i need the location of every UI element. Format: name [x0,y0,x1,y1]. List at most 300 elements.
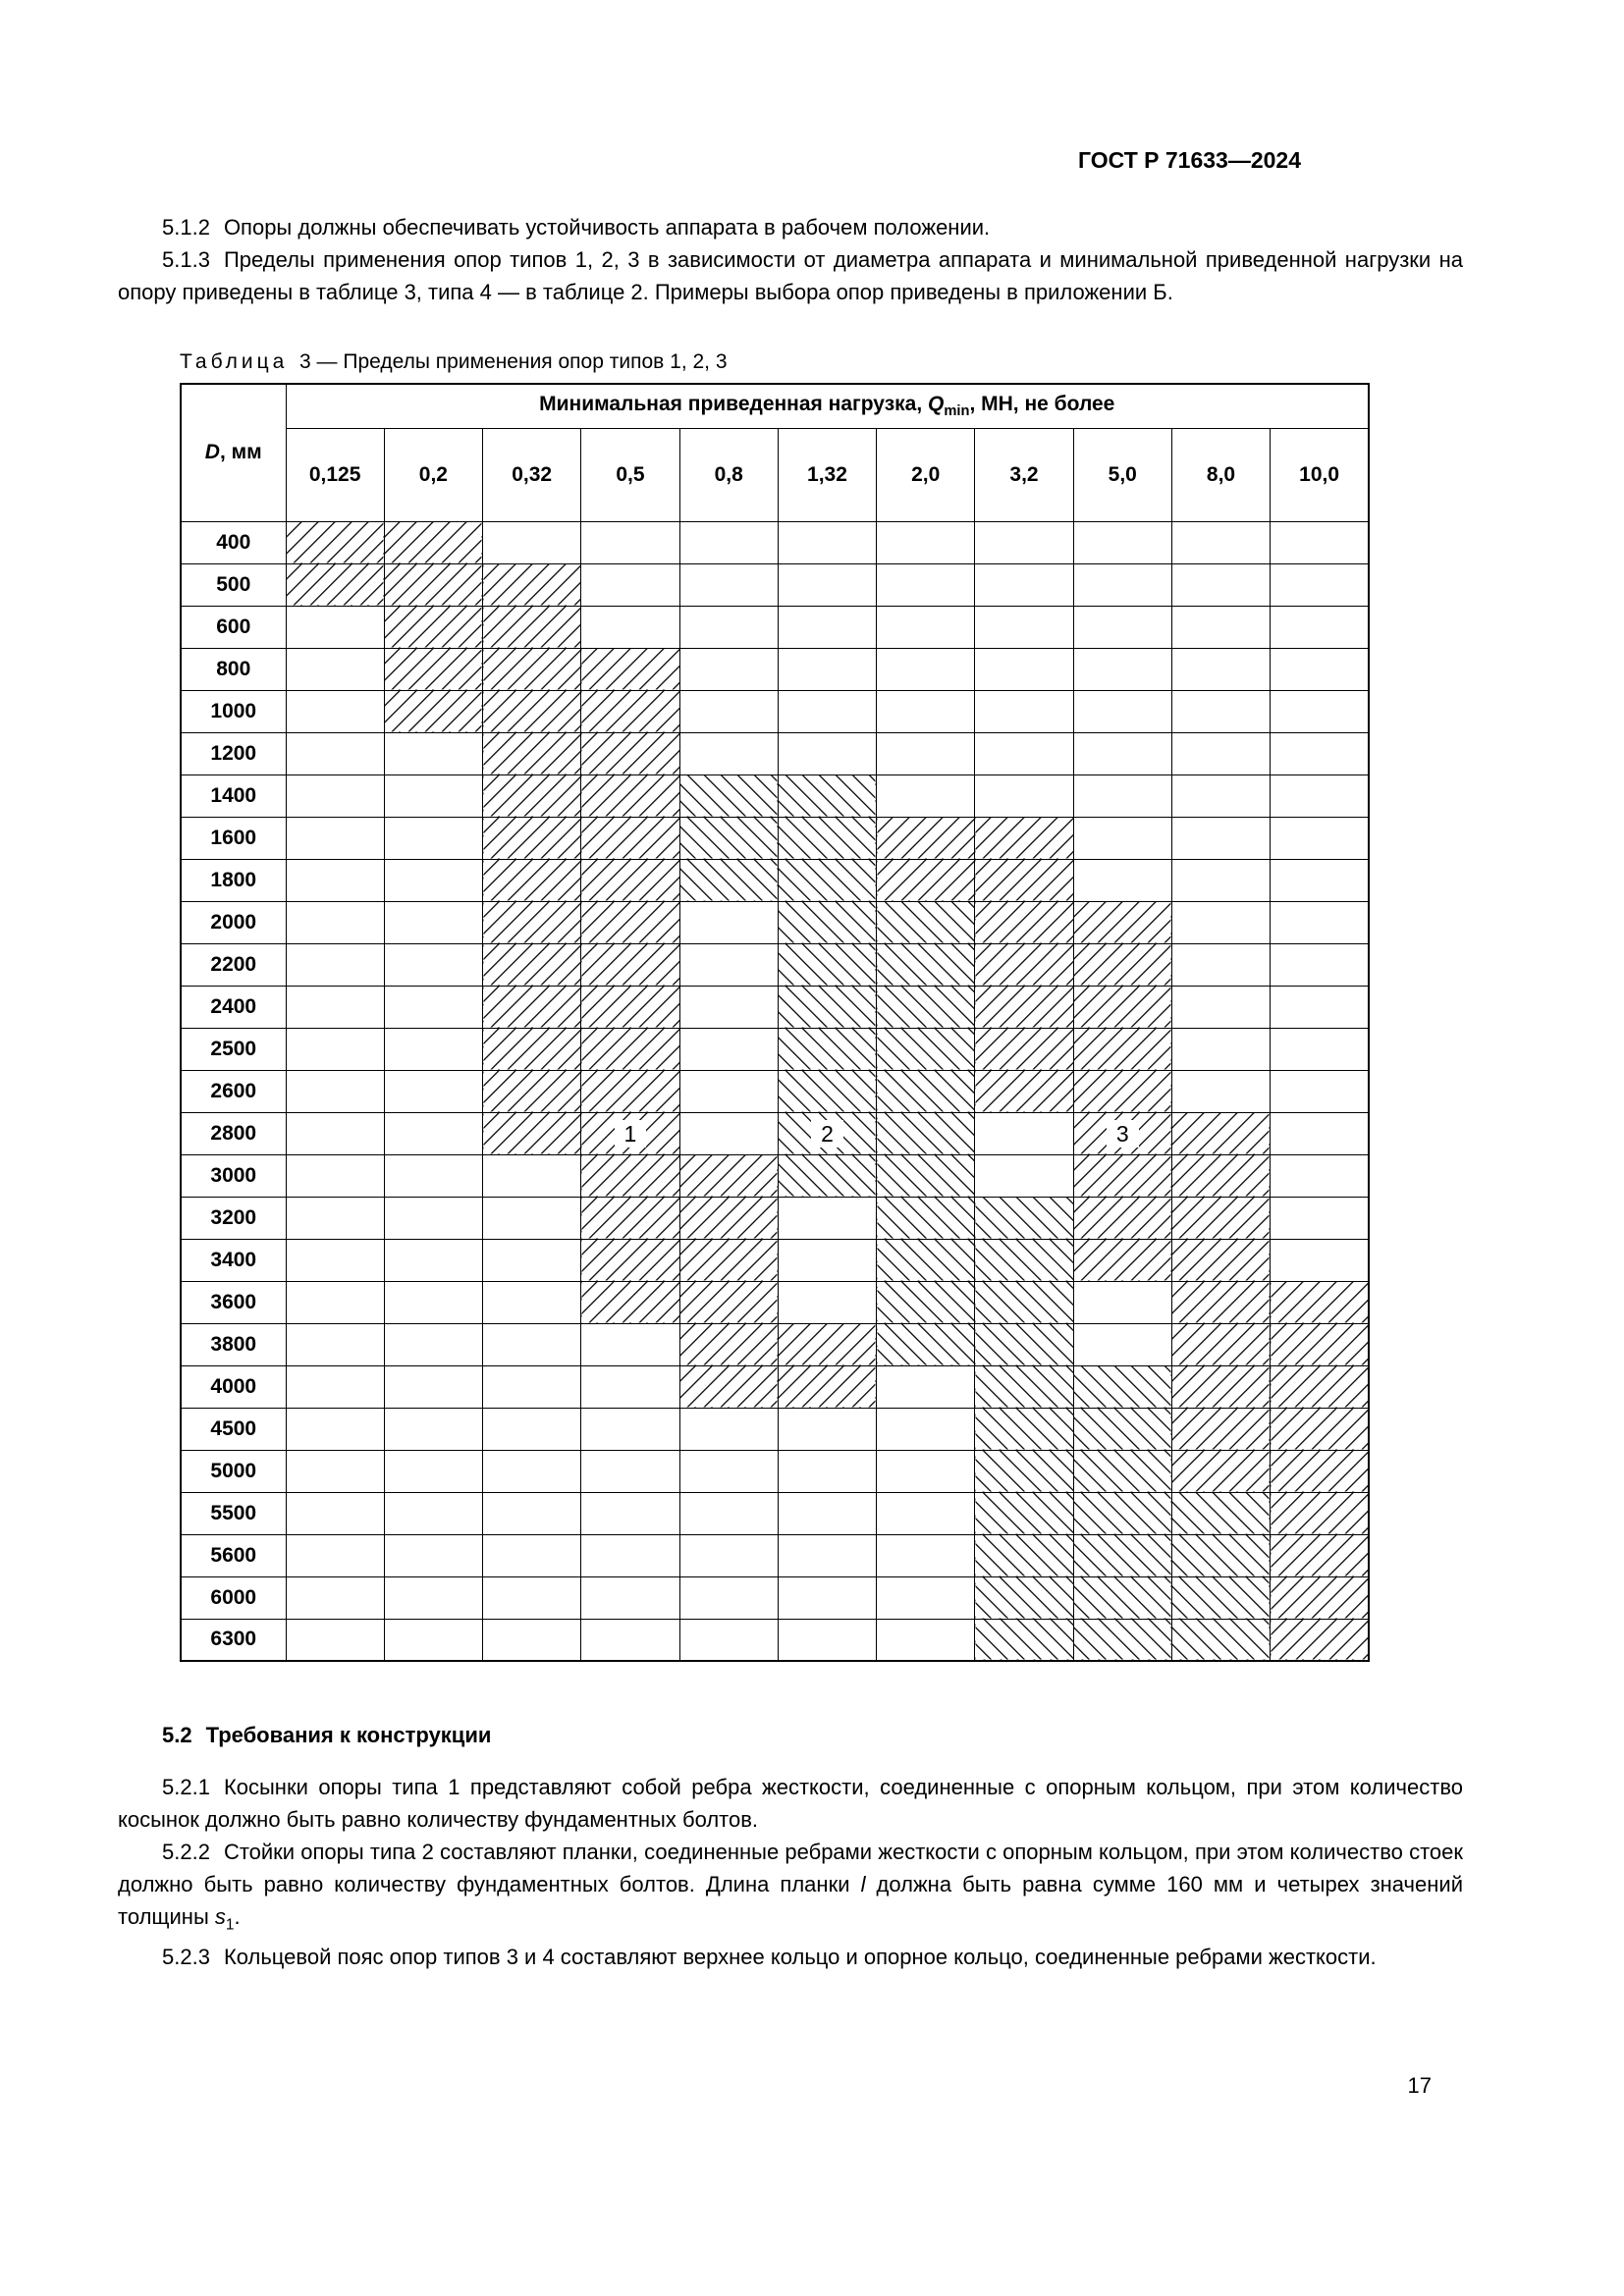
load-cell [286,1154,384,1197]
load-cell [679,943,778,986]
table-row [181,1365,1369,1408]
load-cell [581,859,679,901]
load-cell [1271,1576,1369,1619]
load-cell [778,1534,876,1576]
load-cell [1073,606,1171,648]
para-text: . [234,1904,241,1929]
load-col-header: 0,8 [679,428,778,521]
load-cell [286,1070,384,1112]
load-cell [581,648,679,690]
load-cell [1271,563,1369,606]
load-cell [483,690,581,732]
load-cell [1271,1323,1369,1365]
para-text: должна быть равна сумме 160 мм и четырех значений толщины [118,1872,1463,1929]
load-cell [1171,1028,1270,1070]
load-cell [384,1576,482,1619]
load-cell [286,1281,384,1323]
load-cell [483,1408,581,1450]
load-cell [778,817,876,859]
load-cell [1171,563,1270,606]
load-cell [679,774,778,817]
table-caption-word: Таблица [180,350,289,373]
load-cell [679,1492,778,1534]
diameter-cell: 2600 [181,1070,286,1112]
table-row [181,1197,1369,1239]
load-cell [581,1534,679,1576]
load-cell [778,1323,876,1365]
diameter-cell: 3200 [181,1197,286,1239]
load-cell [877,1534,975,1576]
load-cell [483,1576,581,1619]
table-row [181,1070,1369,1112]
load-cell [1073,1197,1171,1239]
para-5-2-1 [118,1771,1463,1836]
limits-table [180,383,1370,1662]
load-cell [1171,521,1270,563]
load-cell [1271,986,1369,1028]
load-cell [778,1112,876,1154]
load-cell [1171,1281,1270,1323]
table-row [181,1281,1369,1323]
diameter-cell: 2000 [181,901,286,943]
diameter-cell: 1600 [181,817,286,859]
table-row [181,1450,1369,1492]
variable-l: l [860,1872,866,1896]
load-cell [1271,1408,1369,1450]
load-cell [483,1197,581,1239]
para-text: Кольцевой пояс опор типов 3 и 4 составляют верхнее кольцо и опорное кольцо, соединенные ребрами жесткости. [223,1945,1377,1970]
load-cell [679,1070,778,1112]
load-cell [679,1365,778,1408]
load-cell [877,1028,975,1070]
load-cell [1073,1408,1171,1450]
para-text: Косынки опоры типа 1 представляют собой ребра жесткости, соединенные с опорным кольцом, при этом количество косынок должно быть равно количеству фундаментных болтов. [118,1775,1463,1832]
load-cell [581,732,679,774]
load-cell [1171,648,1270,690]
table-row [181,859,1369,901]
load-cell [286,1028,384,1070]
limits-table-body [181,521,1369,1661]
para-5-2-2 [118,1836,1463,1941]
load-cell [1171,986,1270,1028]
diameter-cell: 2800 [181,1112,286,1154]
load-cell [384,1450,482,1492]
load-cell [877,732,975,774]
load-cell [1073,774,1171,817]
load-cell [1271,817,1369,859]
load-q-subscript: min [944,403,970,420]
para-number: 5.2.3 [162,1945,210,1970]
load-cell [581,1197,679,1239]
load-cell [679,690,778,732]
section-title: Требования к конструкции [205,1723,492,1747]
load-cell [286,859,384,901]
table-row [181,732,1369,774]
load-col-header: 5,0 [1073,428,1171,521]
table-row [181,901,1369,943]
load-cell [1073,1070,1171,1112]
load-cell [1073,1576,1171,1619]
load-cell [286,563,384,606]
load-cell [975,1028,1073,1070]
load-col-header: 8,0 [1171,428,1270,521]
diameter-cell: 4500 [181,1408,286,1450]
variable-s-subscript: 1 [225,1916,235,1934]
load-cell [483,1154,581,1197]
para-number: 5.1.3 [162,247,210,272]
table-row [181,1576,1369,1619]
load-cell [483,606,581,648]
diameter-cell: 1400 [181,774,286,817]
load-cell [581,1112,679,1154]
load-cell [286,1450,384,1492]
load-cell [877,648,975,690]
load-cell [975,1239,1073,1281]
load-cell [581,1365,679,1408]
load-cell [1073,817,1171,859]
load-cell [975,1154,1073,1197]
load-cell [1271,1197,1369,1239]
load-cell [1073,1619,1171,1661]
load-cell [483,1323,581,1365]
load-cell [975,732,1073,774]
load-cell [1073,1028,1171,1070]
load-cell [877,1239,975,1281]
diameter-cell: 1200 [181,732,286,774]
load-cell [975,1534,1073,1576]
load-cell [679,986,778,1028]
table-row [181,521,1369,563]
load-cell [286,1239,384,1281]
diameter-cell: 2200 [181,943,286,986]
load-cell [1073,1534,1171,1576]
table-header-row-top [181,384,1369,428]
load-cell [975,1070,1073,1112]
load-cell [286,1534,384,1576]
load-cell [286,943,384,986]
load-cell [384,1197,482,1239]
table-row [181,1492,1369,1534]
load-cell [778,1576,876,1619]
table-row [181,774,1369,817]
load-cell [581,1154,679,1197]
load-cell [384,1408,482,1450]
load-cell [778,521,876,563]
load-cell [581,1070,679,1112]
load-cell [581,1619,679,1661]
load-cell [1073,1281,1171,1323]
table-row [181,943,1369,986]
load-cell [384,1154,482,1197]
load-cell [1171,690,1270,732]
load-cell [975,563,1073,606]
table-row [181,563,1369,606]
load-cell [975,986,1073,1028]
load-cell [877,943,975,986]
load-cell [877,1619,975,1661]
load-cell [581,943,679,986]
load-cell [975,943,1073,986]
load-cell [384,690,482,732]
load-cell [679,563,778,606]
load-cell [384,774,482,817]
load-cell [384,817,482,859]
para-text: Стойки опоры типа 2 составляют планки, соединенные ребрами жесткости с опорным кольцом, при этом количество стоек должно быть равно количеству фундаментных болтов. Длина планки [118,1840,1463,1896]
load-cell [975,1576,1073,1619]
load-cell [679,1281,778,1323]
load-cell [384,1028,482,1070]
load-cell [1171,1112,1270,1154]
load-cell [286,1576,384,1619]
table-caption-title: Пределы применения опор типов 1, 2, 3 [343,350,728,373]
load-cell [1171,1408,1270,1450]
load-cell [679,1408,778,1450]
load-cell [1271,1070,1369,1112]
col-header-diameter [181,384,286,521]
load-cell [581,1323,679,1365]
diameter-cell: 1000 [181,690,286,732]
load-cell [679,521,778,563]
load-cell [286,690,384,732]
load-cell [286,1365,384,1408]
load-cell [581,986,679,1028]
diameter-cell: 3000 [181,1154,286,1197]
diameter-cell: 800 [181,648,286,690]
load-cell [679,648,778,690]
load-cell [877,1323,975,1365]
load-cell [483,817,581,859]
diameter-cell: 600 [181,606,286,648]
load-cell [679,1576,778,1619]
load-cell [877,690,975,732]
diameter-cell: 3400 [181,1239,286,1281]
document-code: ГОСТ Р 71633—2024 [1078,147,1301,173]
load-cell [1271,859,1369,901]
load-cell [778,986,876,1028]
load-cell [483,859,581,901]
page-number: 17 [1407,2073,1432,2098]
load-cell [483,1281,581,1323]
load-cell [679,1619,778,1661]
load-cell [975,1619,1073,1661]
load-cell [1073,859,1171,901]
load-cell [679,1028,778,1070]
load-cell [778,690,876,732]
load-cell [1171,1534,1270,1576]
load-cell [1271,1619,1369,1661]
load-cell [1171,1070,1270,1112]
load-cell [1073,901,1171,943]
load-cell [286,817,384,859]
table-row [181,1534,1369,1576]
load-cell [778,859,876,901]
load-cell [877,1492,975,1534]
load-col-header: 2,0 [877,428,975,521]
table-caption-dash: — [316,350,338,373]
load-cell [384,1365,482,1408]
load-cell [679,732,778,774]
load-cell [483,563,581,606]
load-col-header: 0,2 [384,428,482,521]
load-cell [384,1070,482,1112]
load-cell [778,1619,876,1661]
load-cell [384,606,482,648]
table-row [181,1154,1369,1197]
diameter-cell: 6000 [181,1576,286,1619]
load-cell [679,817,778,859]
load-cell [778,774,876,817]
load-cell [1171,1197,1270,1239]
load-cell [975,1112,1073,1154]
load-cell [1073,1365,1171,1408]
load-cell [1271,1112,1369,1154]
diameter-cell: 4000 [181,1365,286,1408]
load-cell [1073,563,1171,606]
load-cell [679,1154,778,1197]
load-cell [286,1323,384,1365]
load-cell [1271,774,1369,817]
load-cell [778,732,876,774]
load-header-tail: , МН, не более [969,393,1115,416]
load-cell [1271,1492,1369,1534]
load-cell [679,1112,778,1154]
diameter-cell: 1800 [181,859,286,901]
load-cell [384,986,482,1028]
para-5-2-3 [118,1941,1463,1973]
load-cell [1073,1112,1171,1154]
load-cell [975,1408,1073,1450]
load-cell [1271,521,1369,563]
load-cell [581,1281,679,1323]
load-cell [1271,1281,1369,1323]
load-cell [483,1619,581,1661]
load-cell [483,521,581,563]
load-cell [1171,1154,1270,1197]
load-cell [877,1408,975,1450]
table-row [181,1112,1369,1154]
load-cell [778,1492,876,1534]
col-header-load [286,384,1369,428]
load-values-row [181,428,1369,521]
load-cell [483,648,581,690]
load-cell [877,521,975,563]
diameter-cell: 6300 [181,1619,286,1661]
load-cell [1073,1239,1171,1281]
para-number: 5.2.2 [162,1840,210,1864]
load-cell [286,732,384,774]
load-cell [877,1281,975,1323]
load-cell [1271,901,1369,943]
load-cell [581,690,679,732]
load-cell [877,1154,975,1197]
load-cell [1171,817,1270,859]
load-cell [1171,1450,1270,1492]
load-cell [975,817,1073,859]
load-cell [384,1281,482,1323]
load-cell [286,1112,384,1154]
load-cell [483,986,581,1028]
load-cell [975,648,1073,690]
table-row [181,817,1369,859]
load-cell [679,606,778,648]
load-cell [1171,901,1270,943]
load-cell [384,732,482,774]
zone-label: 1 [615,1120,647,1148]
load-cell [975,1281,1073,1323]
load-cell [778,1365,876,1408]
load-cell [483,732,581,774]
load-cell [1073,1323,1171,1365]
load-cell [1271,690,1369,732]
load-cell [1073,521,1171,563]
load-cell [384,1619,482,1661]
load-cell [877,563,975,606]
table-row [181,690,1369,732]
load-cell [778,1408,876,1450]
load-cell [679,1534,778,1576]
load-cell [483,1070,581,1112]
load-cell [1073,1154,1171,1197]
load-cell [778,1028,876,1070]
load-cell [778,563,876,606]
load-col-header: 0,125 [286,428,384,521]
load-cell [778,1154,876,1197]
load-cell [975,690,1073,732]
load-col-header: 10,0 [1271,428,1369,521]
load-cell [778,648,876,690]
load-cell [581,901,679,943]
load-cell [877,859,975,901]
load-cell [975,859,1073,901]
diameter-cell: 5600 [181,1534,286,1576]
table-row [181,648,1369,690]
load-cell [877,986,975,1028]
load-cell [581,774,679,817]
load-cell [1171,1576,1270,1619]
load-cell [975,521,1073,563]
para-number: 5.1.2 [162,215,210,240]
load-cell [581,1492,679,1534]
load-cell [778,901,876,943]
para-text: Опоры должны обеспечивать устойчивость аппарата в рабочем положении. [223,215,991,240]
load-cell [975,1197,1073,1239]
load-cell [384,1239,482,1281]
load-cell [483,901,581,943]
load-cell [679,1197,778,1239]
load-cell [1171,943,1270,986]
load-cell [1171,732,1270,774]
load-cell [679,1450,778,1492]
load-cell [581,1576,679,1619]
load-cell [877,1070,975,1112]
table-row [181,986,1369,1028]
load-cell [1171,859,1270,901]
load-cell [581,521,679,563]
table-row [181,606,1369,648]
load-cell [384,648,482,690]
load-cell [286,901,384,943]
load-cell [778,1070,876,1112]
load-cell [1073,732,1171,774]
load-cell [975,1450,1073,1492]
para-text: Пределы применения опор типов 1, 2, 3 в зависимости от диаметра аппарата и минимальной приведенной нагрузки на опору приведены в таблице 3, типа 4 — в таблице 2. Примеры выбора опор приведены в приложении Б. [118,247,1463,304]
load-cell [286,1619,384,1661]
load-cell [1073,648,1171,690]
load-cell [384,943,482,986]
load-cell [778,606,876,648]
para-number: 5.2.1 [162,1775,210,1799]
load-cell [581,1028,679,1070]
